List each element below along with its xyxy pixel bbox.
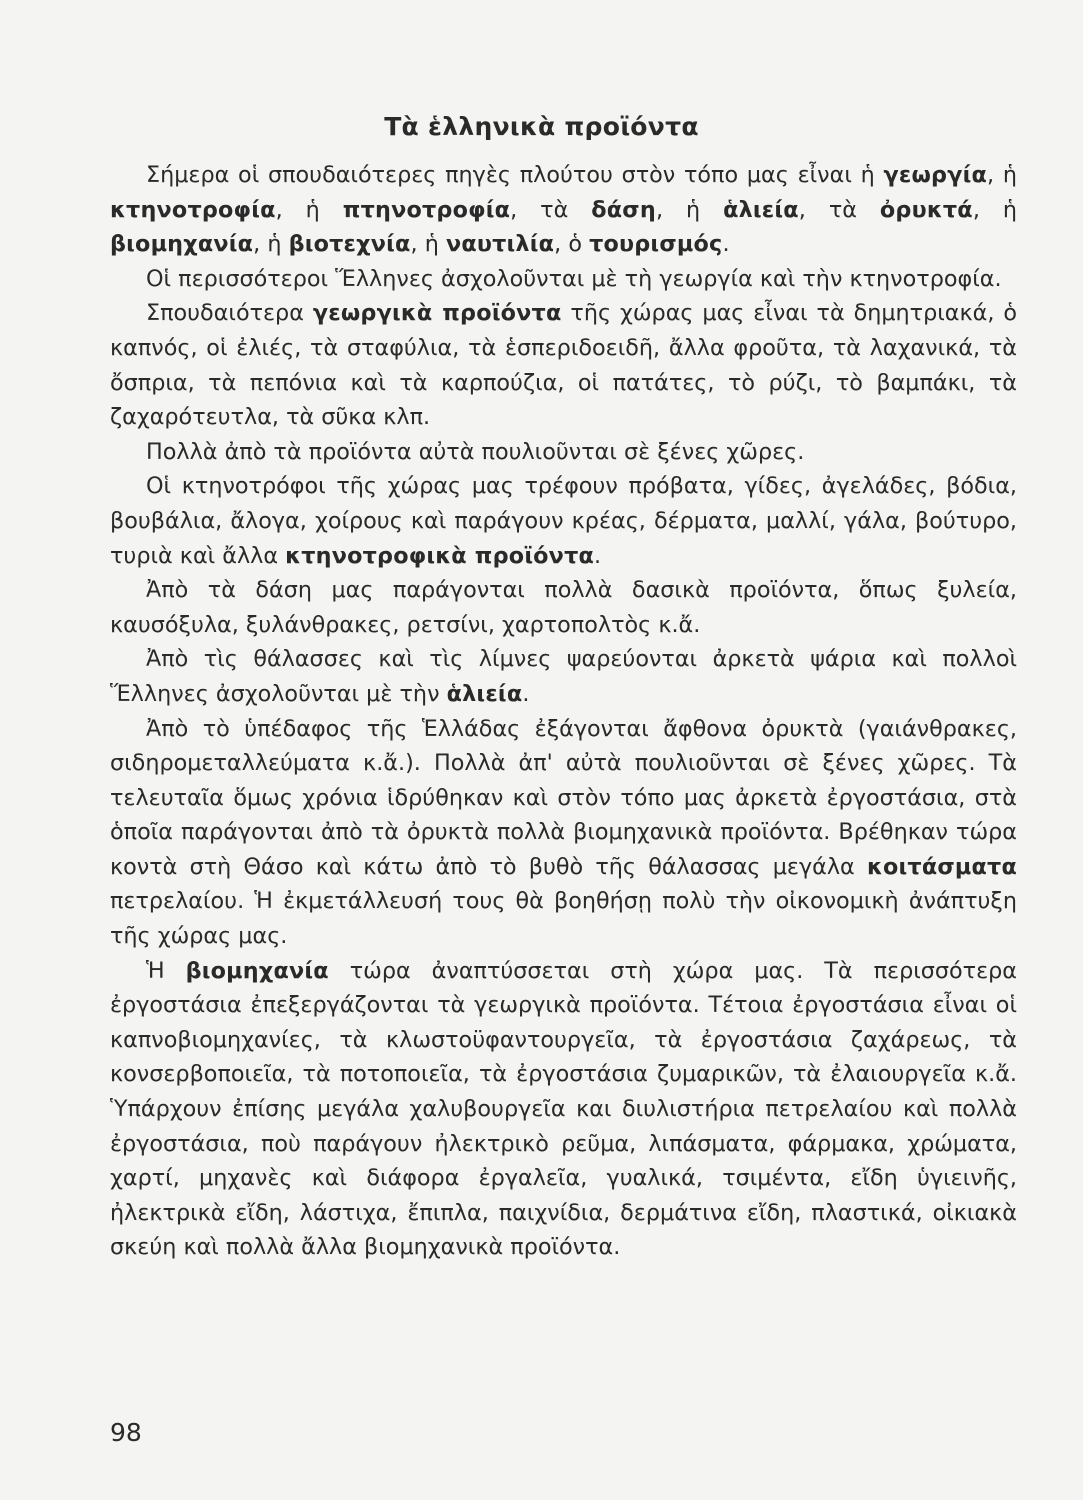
paragraph-exports: Πολλὰ ἀπὸ τὰ προϊόντα αὐτὰ πουλιοῦνται σὲ ξένες χῶρες.: [146, 438, 805, 465]
paragraph-agricultural-products: Σπουδαιότερα γεωργικὰ προϊόντα τῆς χώρας μας εἶναι τὰ δημητριακά, ὁ καπνός, οἱ ἐλιές, τὰ σταφύλια, τὰ ἑσπεριδοειδῆ, ἄλλα φροῦτα, τὰ λαχανικά, τὰ ὄσπρια, τὰ πεπόνια καὶ τὰ καρπούζια, οἱ πατάτες, τὸ ρύζι, τὸ βαμπάκι, τὰ ζαχαρότευτλα, τὰ σῦκα κλπ.: [110, 300, 1017, 431]
paragraph-livestock: Οἱ κτηνοτρόφοι τῆς χώρας μας τρέφουν πρόβατα, γίδες, ἀγελάδες, βόδια, βουβάλια, ἄλογα, χοίρους καὶ παράγουν κρέας, δέρματα, μαλλί, γάλα, βούτυρο, τυριὰ καὶ ἄλλα κτηνοτροφικὰ προϊόντα.: [110, 473, 1017, 569]
page-number: 98: [110, 1418, 142, 1447]
paragraph-minerals: Ἀπὸ τὸ ὑπέδαφος τῆς Ἑλλάδας ἐξάγονται ἄφθονα ὀρυκτὰ (γαιάνθρακες, σιδηρομεταλλεύματα κ.ἄ.). Πολλὰ ἀπ' αὐτὰ πουλιοῦνται σὲ ξένες χῶρες. Τὰ τελευταῖα ὅμως χρόνια ἱδρύθηκαν καὶ στὸν τόπο μας ἀρκετὰ ἐργοστάσια, στὰ ὁποῖα παράγονται ἀπὸ τὰ ὀρυκτὰ πολλὰ βιομηχανικὰ προϊόντα. Βρέθηκαν τώρα κοντὰ στὴ Θάσο καὶ κάτω ἀπὸ τὸ βυθὸ τῆς θάλασσας μεγάλα κοιτάσματα πετρελαίου. Ἡ ἐκμετάλλευσή τους θὰ βοηθήσῃ πολὺ τὴν οἰκονομικὴ ἀνάπτυξη τῆς χώρας μας.: [110, 715, 1017, 950]
paragraph-industry: Ἡ βιομηχανία τώρα ἀναπτύσσεται στὴ χώρα μας. Τὰ περισσότερα ἐργοστάσια ἐπεξεργάζονται τὰ γεωργικὰ προϊόντα. Τέτοια ἐργοστάσια εἶναι οἱ καπνοβιομηχανίες, τὰ κλωστοϋφαντουργεῖα, τὰ ἐργοστάσια ζαχάρεως, τὰ κονσερβοποιεῖα, τὰ ποτοποιεῖα, τὰ ἐργοστάσια ζυμαρικῶν, τὰ ἐλαιουργεῖα κ.ἄ. Ὑπάρχουν ἐπίσης μεγάλα χαλυβουργεῖα και διυλιστήρια πετρελαίου καὶ πολλὰ ἐργοστάσια, ποὺ παράγουν ἠλεκτρικὸ ρεῦμα, λιπάσματα, φάρμακα, χρώματα, χαρτί, μηχανὲς καὶ διάφορα ἐργαλεῖα, γυαλικά, τσιμέντα, εἴδη ὑγιεινῆς, ἠλεκτρικὰ εἴδη, λάστιχα, ἔπιπλα, παιχνίδια, δερμάτινα εἴδη, πλαστικά, οἰκιακὰ σκεύη καὶ πολλὰ ἄλλα βιομηχανικὰ προϊόντα.: [110, 957, 1017, 1261]
paragraph-fishing: Ἀπὸ τὶς θάλασσες καὶ τὶς λίμνες ψαρεύονται ἀρκετὰ ψάρια καὶ πολλοὶ Ἕλληνες ἀσχολοῦνται μὲ τὴν ἁλιεία.: [110, 646, 1017, 707]
body-text: [110, 158, 1017, 1265]
paragraph-sources: Σήμερα οἱ σπουδαιότερες πηγὲς πλούτου στὸν τόπο μας εἶναι ἡ γεωργία, ἡ κτηνοτροφία, ἡ πτηνοτροφία, τὰ δάση, ἡ ἁλιεία, τὰ ὀρυκτά, ἡ βιομηχανία, ἡ βιοτεχνία, ἡ ναυτιλία, ὁ τουρισμός.: [110, 162, 1018, 258]
paragraph-occupation: Οἱ περισσότεροι Ἕλληνες ἀσχολοῦνται μὲ τὴ γεωργία καὶ τὴν κτηνοτροφία.: [146, 265, 1002, 292]
paragraph-forests: Ἀπὸ τὰ δάση μας παράγονται πολλὰ δασικὰ προϊόντα, ὅπως ξυλεία, καυσόξυλα, ξυλάνθρακες, ρετσίνι, χαρτοπολτὸς κ.ἄ.: [110, 577, 1017, 638]
page-title: Τὰ ἑλληνικὰ προϊόντα: [384, 112, 699, 141]
